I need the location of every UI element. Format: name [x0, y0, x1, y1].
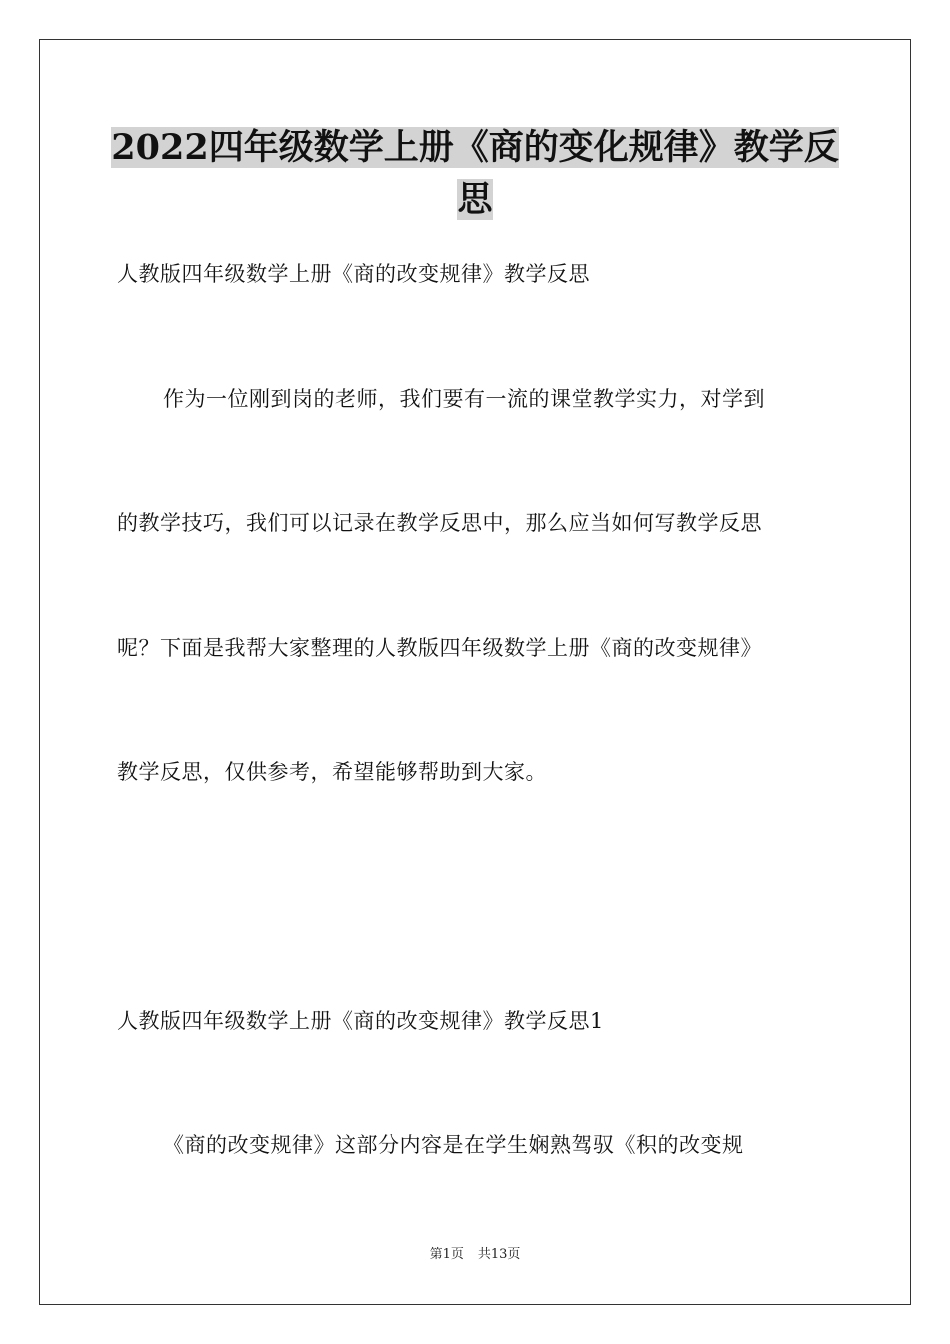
- document-title: [60, 122, 890, 226]
- page-number: 第1页: [429, 1247, 464, 1262]
- intro-line-2: 的教学技巧，我们可以记录在教学反思中，那么应当如何写教学反思: [117, 511, 762, 535]
- intro-line-4: 教学反思，仅供参考，希望能够帮助到大家。: [117, 760, 547, 784]
- intro-line-1: 作为一位刚到岗的老师，我们要有一流的课堂教学实力，对学到: [163, 387, 765, 411]
- intro-line-3: 呢？下面是我帮大家整理的人教版四年级数学上册《商的改变规律》: [117, 636, 762, 660]
- title-line-1: 2022四年级数学上册《商的变化规律》教学反: [111, 127, 839, 168]
- page-total: 共13页: [477, 1247, 521, 1262]
- subtitle: 人教版四年级数学上册《商的改变规律》教学反思: [117, 262, 590, 286]
- page-footer: [0, 1246, 950, 1264]
- section-heading: 人教版四年级数学上册《商的改变规律》教学反思1: [117, 1009, 604, 1033]
- section-line-1: 《商的改变规律》这部分内容是在学生娴熟驾驭《积的改变规: [163, 1133, 744, 1157]
- title-line-2: 思: [457, 179, 493, 220]
- page-frame: [39, 39, 911, 1305]
